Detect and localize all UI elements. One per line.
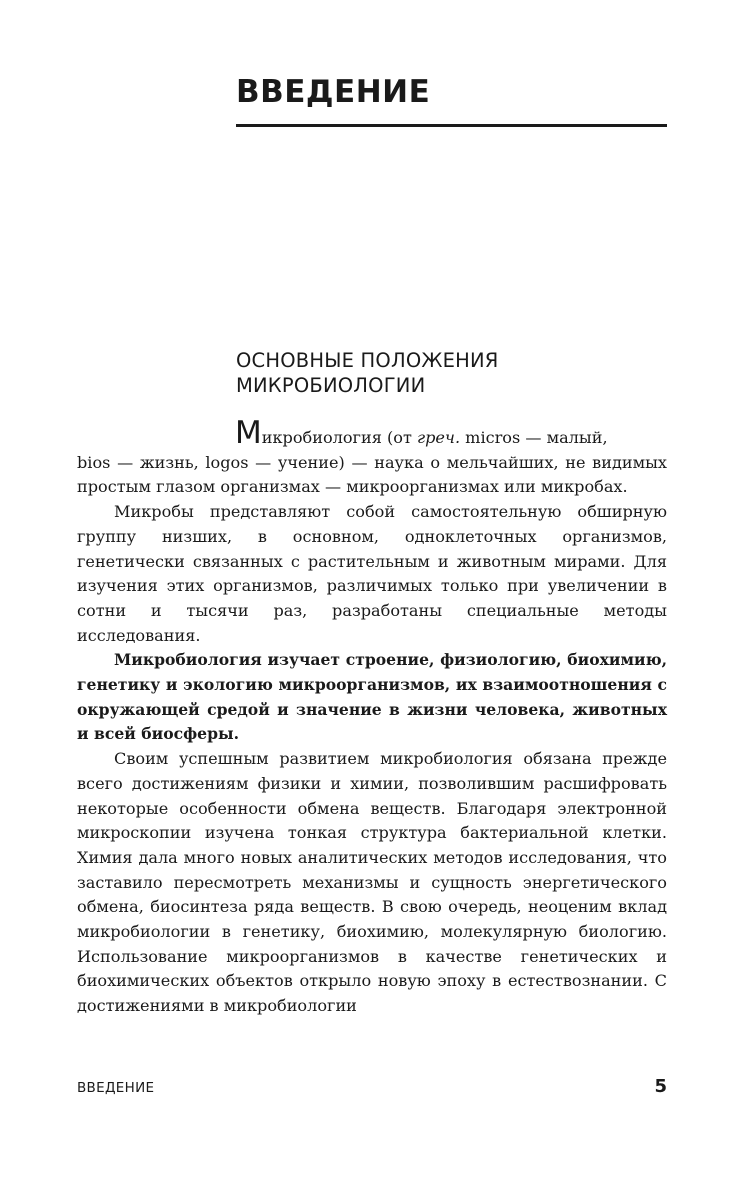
section-heading-line-1: ОСНОВНЫЕ ПОЛОЖЕНИЯ — [236, 349, 499, 372]
paragraph-1-text-b: micros — малый, — [460, 428, 608, 447]
title-rule — [236, 124, 667, 127]
section-heading-line-2: МИКРОБИОЛОГИИ — [236, 374, 426, 397]
page-title: ВВЕДЕНИЕ — [236, 74, 431, 110]
body-text — [77, 415, 667, 1019]
drop-cap: М — [235, 415, 262, 451]
paragraph-4: Своим успешным развитием микробиология обязана прежде всего достижениям физики и химии, позволившим расшифровать некоторые особенности обмена веществ. Благодаря электронной микроскопии изучена тонкая структура бактериальной клетки. Химия дала много новых аналитических методов исследования, что заставило пересмотреть механизмы и сущность энергетического обмена, биосинтеза ряда веществ. В свою очередь, неоценим вклад микробиологии в генетику, биохимию, молекулярную биологию. Использование микроорганизмов в качестве генетических и биохимических объектов открыло новую эпоху в естествознании. С достижениями в микробиологии — [77, 749, 667, 1016]
paragraph-1-text-a: икробиология (от — [261, 428, 417, 447]
paragraph-2: Микробы представляют собой самостоятельную обширную группу низших, в основном, одноклеточных организмов, генетически связанных с растительным и животным мирами. Для изучения этих организмов, различимых только при увеличении в сотни и тысячи раз, разработаны специальные методы исследования. — [77, 502, 667, 645]
paragraph-1-italic: греч. — [416, 428, 461, 447]
paragraph-3-bold: Микробиология изучает строение, физиологию, биохимию, генетику и экологию микроорганизмов, их взаимоотношения с окружающей средой и значение в жизни человека, животных и всей биосферы. — [77, 650, 667, 744]
page-number: 5 — [654, 1076, 667, 1097]
running-head: ВВЕДЕНИЕ — [77, 1080, 155, 1096]
paragraph-1-continuation: bios — жизнь, logos — учение) — наука о мельчайших, не видимых простым глазом организмах — микроорганизмах или микробах. — [77, 452, 667, 497]
section-heading — [236, 348, 499, 398]
paragraph-1-first-line — [77, 415, 667, 451]
